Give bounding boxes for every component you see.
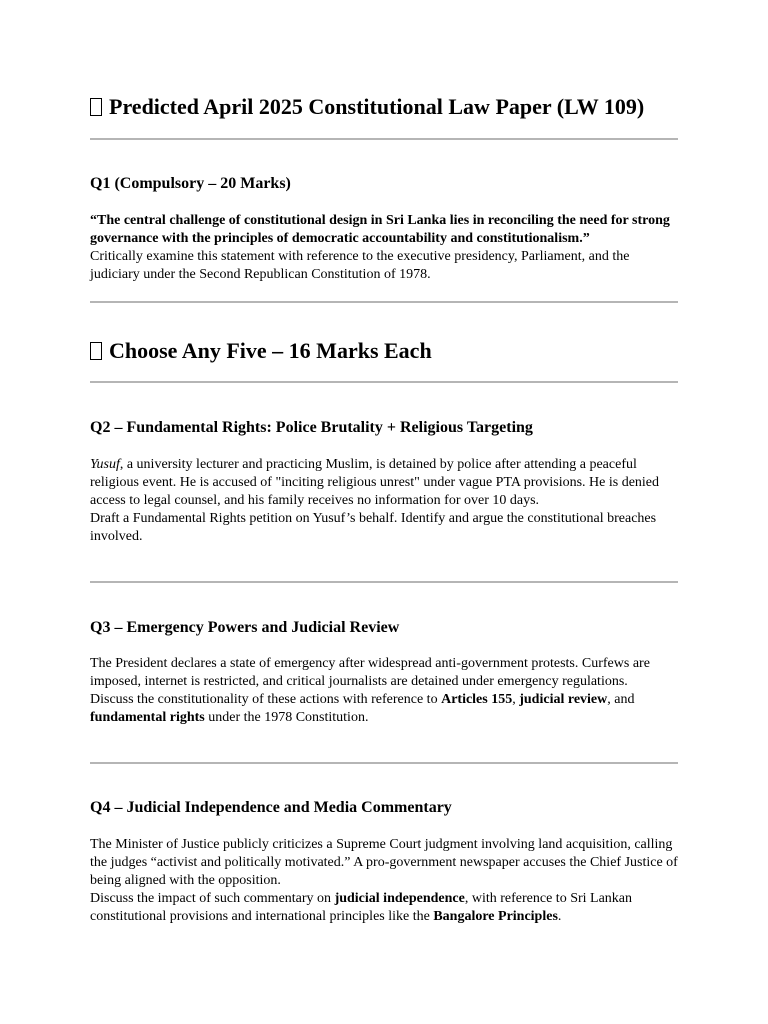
q1-heading: Q1 (Compulsory – 20 Marks) xyxy=(90,175,291,192)
q4-term-judicial-independence: judicial independence xyxy=(334,891,465,906)
divider xyxy=(90,301,678,303)
q3-task xyxy=(90,691,678,727)
q3-task-text: , xyxy=(512,692,520,707)
q4-term-bangalore-principles: Bangalore Principles xyxy=(433,909,558,924)
q2-scenario-text: , a university lecturer and practicing Muslim, is detained by police after attending a peaceful religious event. He is accused of "inciting religious unrest" under vague PTA provisions. He is denied access to legal counsel, and his family receives no information for over 10 days. xyxy=(90,457,660,508)
q3-task-text: Discuss the constitutionality of these actions with reference to xyxy=(90,692,442,707)
q2-block xyxy=(90,456,678,546)
q3-term-judicial-review: judicial review xyxy=(519,692,608,707)
q2-heading: Q2 – Fundamental Rights: Police Brutality + Religious Targeting xyxy=(90,419,533,436)
q4-task-text: . xyxy=(557,909,562,924)
page-title-text: Predicted April 2025 Constitutional Law Paper (LW 109) xyxy=(109,94,645,119)
q4-task-text: , with reference to Sri Lankan constitutional provisions and international principles like the xyxy=(90,891,633,924)
missing-glyph-icon xyxy=(90,342,102,360)
q2-task: Draft a Fundamental Rights petition on Yusuf’s behalf. Identify and argue the constitutional breaches involved. xyxy=(90,511,657,544)
section-heading-text: Choose Any Five – 16 Marks Each xyxy=(109,338,432,363)
q4-block xyxy=(90,836,678,926)
divider xyxy=(90,138,678,140)
q4-task xyxy=(90,890,678,926)
page-title xyxy=(90,94,678,120)
q1-quote: “The central challenge of constitutional design in Sri Lanka lies in reconciling the need for strong governance with the principles of democratic accountability and constitutionalism.” xyxy=(90,213,670,246)
q2-name: Yusuf xyxy=(90,457,120,472)
section-heading xyxy=(90,338,678,364)
q2-scenario xyxy=(90,456,678,510)
q3-term-articles: Articles 155 xyxy=(441,692,513,707)
q1-body: Critically examine this statement with reference to the executive presidency, Parliament, and the judiciary under the Second Republican Constitution of 1978. xyxy=(90,249,630,282)
q3-term-fundamental-rights: fundamental rights xyxy=(90,710,205,725)
divider xyxy=(90,762,678,764)
missing-glyph-icon xyxy=(90,98,102,116)
q4-heading: Q4 – Judicial Independence and Media Commentary xyxy=(90,799,452,816)
q3-block xyxy=(90,655,678,727)
q3-task-text: , and xyxy=(607,692,635,707)
q3-heading: Q3 – Emergency Powers and Judicial Review xyxy=(90,619,400,636)
q4-task-text: Discuss the impact of such commentary on xyxy=(90,891,335,906)
q4-scenario: The Minister of Justice publicly criticizes a Supreme Court judgment involving land acquisition, calling the judges “activist and politically motivated.” A pro-government newspaper accuses the Chief Justice of being aligned with the opposition. xyxy=(90,837,678,888)
divider xyxy=(90,581,678,583)
q3-scenario: The President declares a state of emergency after widespread anti-government protests. Curfews are imposed, internet is restricted, and critical journalists are detained under emergency regulations. xyxy=(90,656,650,689)
q3-task-text: under the 1978 Constitution. xyxy=(204,710,369,725)
divider xyxy=(90,381,678,383)
q1-block xyxy=(90,212,678,284)
